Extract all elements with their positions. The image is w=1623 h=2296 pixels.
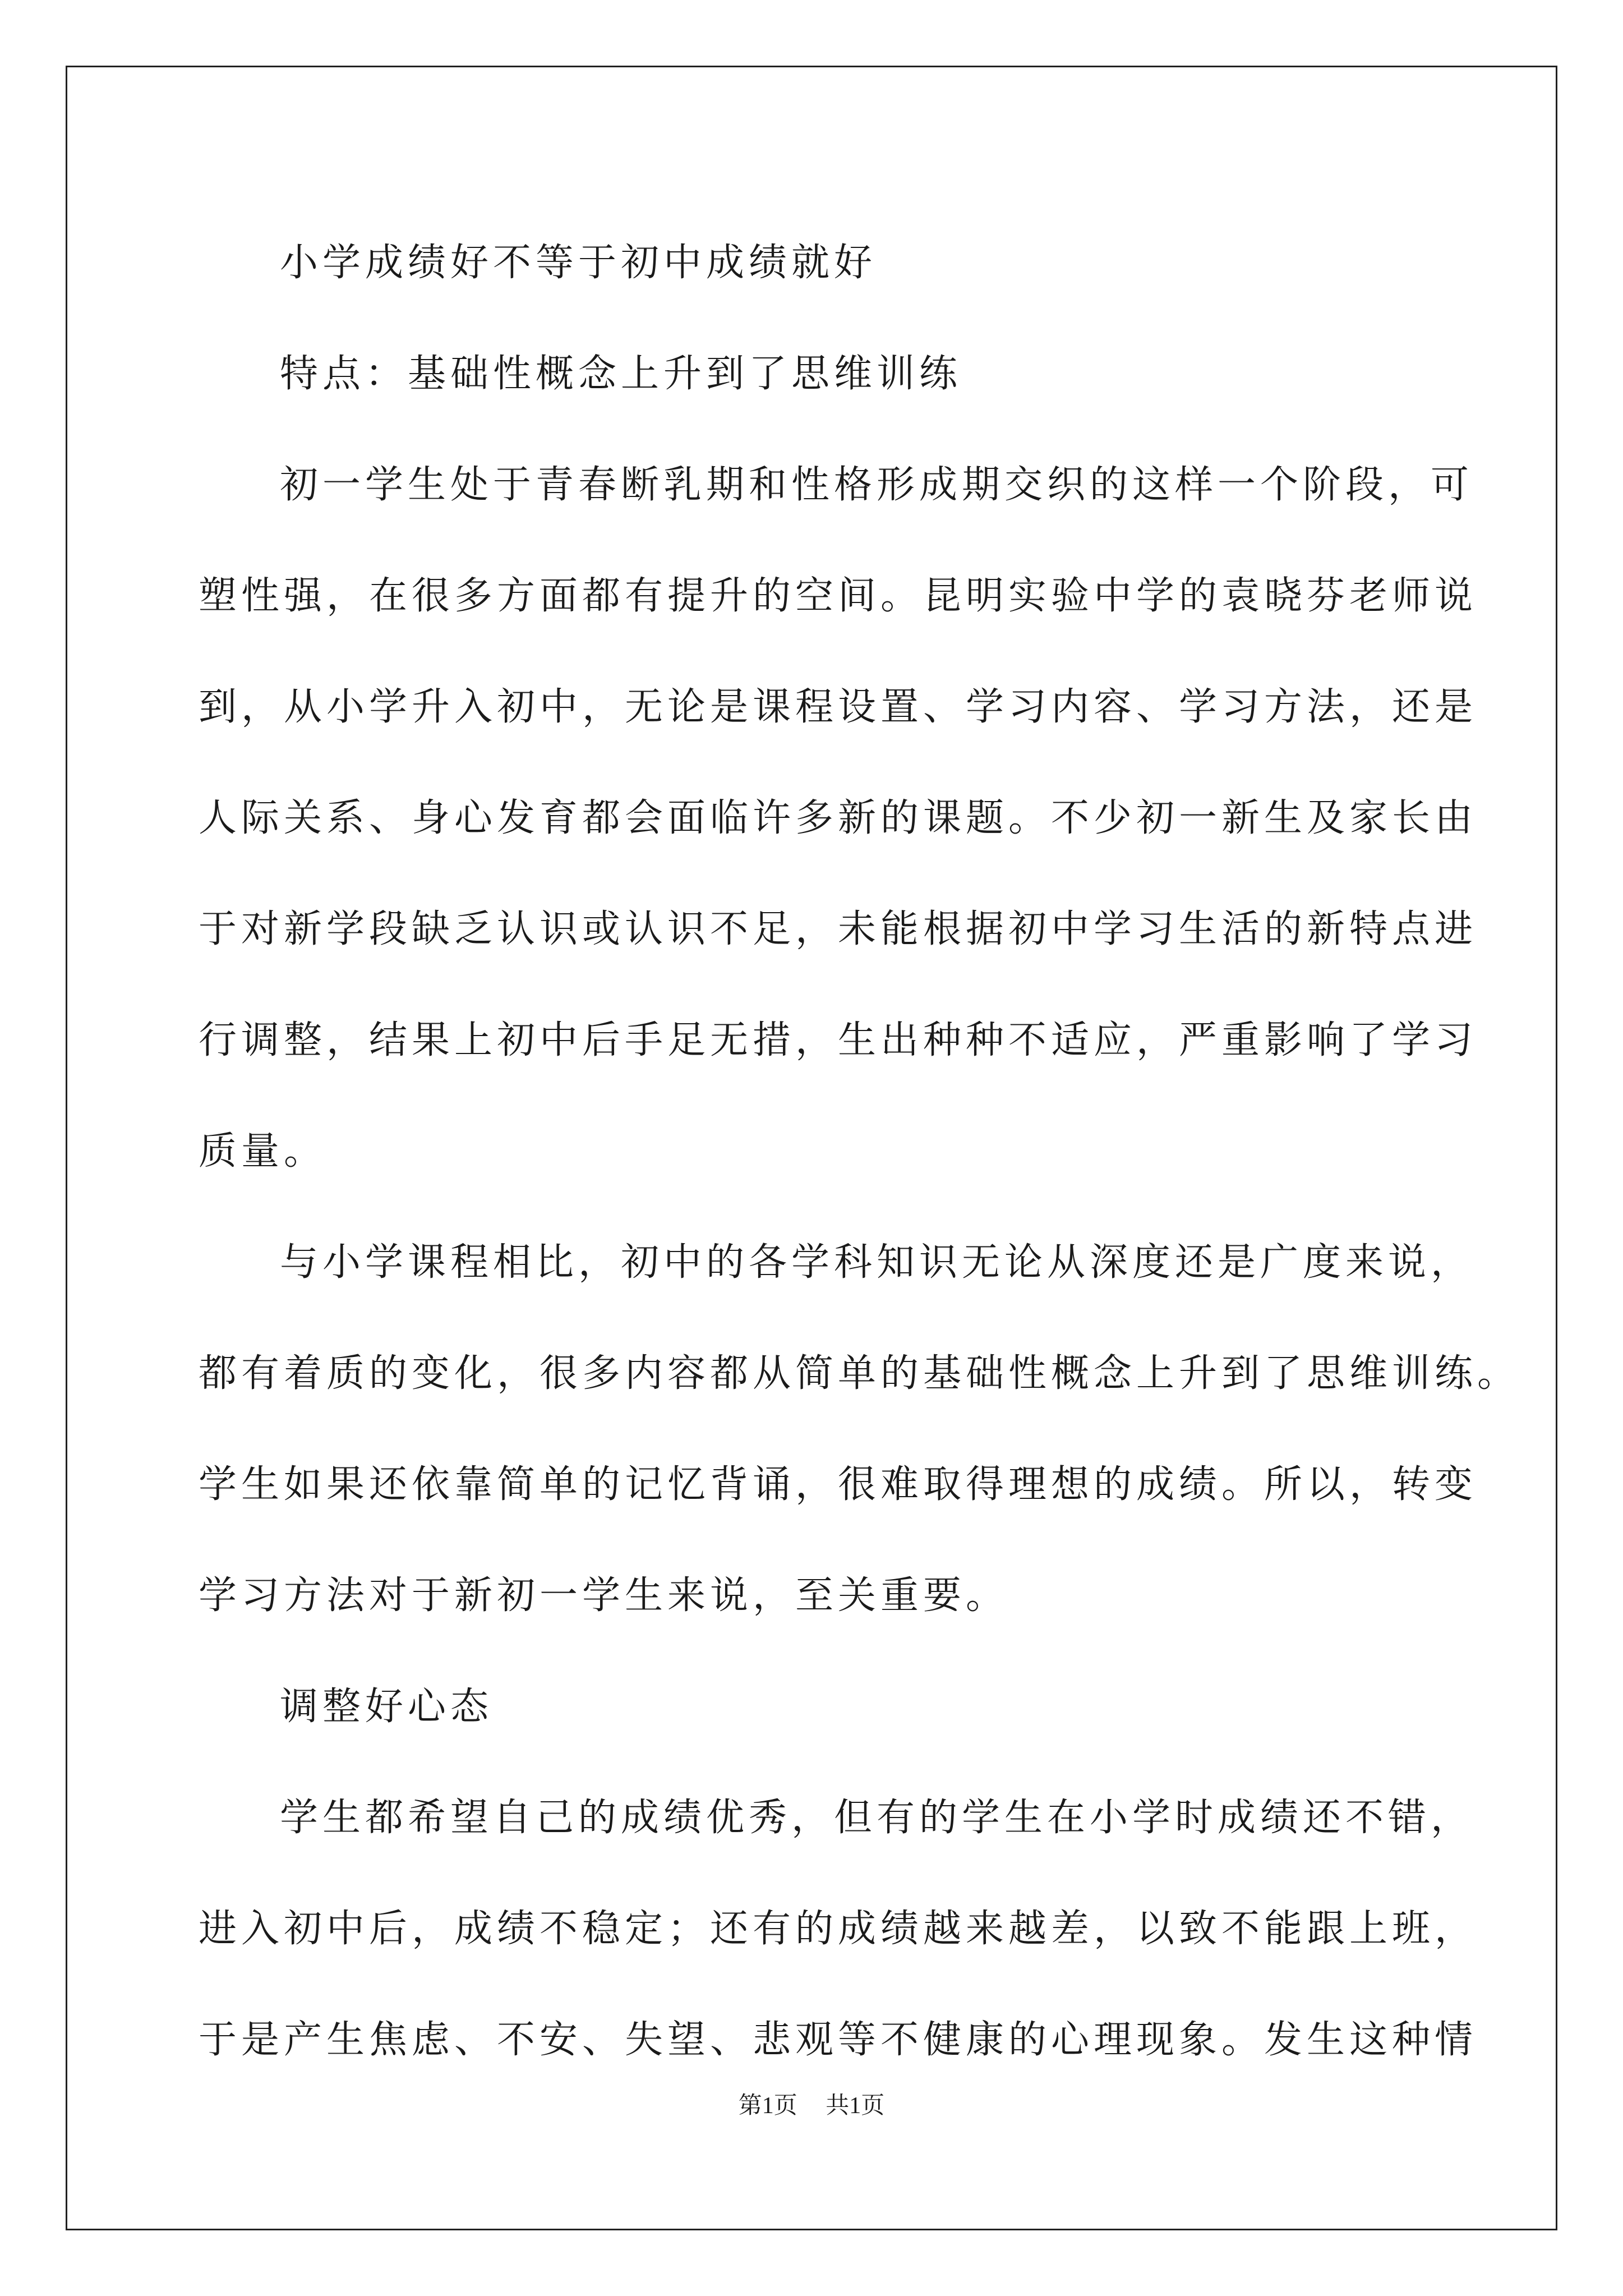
paragraph-line: 行调整，结果上初中后手足无措，生出种种不适应，严重影响了学习 [199,1018,1478,1062]
paragraph-line: 塑性强，在很多方面都有提升的空间。昆明实验中学的袁晓芬老师说 [199,574,1478,618]
paragraph-line: 与小学课程相比，初中的各学科知识无论从深度还是广度来说， [280,1240,1474,1285]
heading-title: 小学成绩好不等于初中成绩就好 [280,241,877,285]
paragraph-line: 人际关系、身心发育都会面临许多新的课题。不少初一新生及家长由 [199,796,1478,840]
paragraph-line: 初一学生处于青春断乳期和性格形成期交织的这样一个阶段，可 [280,463,1474,507]
subheading-feature: 特点：基础性概念上升到了思维训练 [280,352,962,396]
paragraph-line: 质量。 [199,1129,327,1174]
section-heading: 调整好心态 [280,1685,494,1729]
page-total: 共1页 [826,2093,885,2119]
paragraph-line: 于是产生焦虑、不安、失望、悲观等不健康的心理现象。发生这种情 [199,2018,1478,2062]
paragraph-line: 都有着质的变化，很多内容都从简单的基础性概念上升到了思维训练。 [199,1351,1520,1396]
document-body [199,208,1520,2096]
paragraph-line: 学习方法对于新初一学生来说，至关重要。 [199,1573,1009,1618]
paragraph-line: 到，从小学升入初中，无论是课程设置、学习内容、学习方法，还是 [199,685,1478,729]
page-number: 第1页 [738,2093,797,2119]
paragraph-line: 进入初中后，成绩不稳定；还有的成绩越来越差，以致不能跟上班， [199,1907,1478,1951]
paragraph-line: 学生都希望自己的成绩优秀，但有的学生在小学时成绩还不错， [280,1796,1474,1840]
paragraph-line: 于对新学段缺乏认识或认识不足，未能根据初中学习生活的新特点进 [199,907,1478,951]
page-footer [0,2087,1623,2120]
paragraph-line: 学生如果还依靠简单的记忆背诵，很难取得理想的成绩。所以，转变 [199,1462,1478,1507]
